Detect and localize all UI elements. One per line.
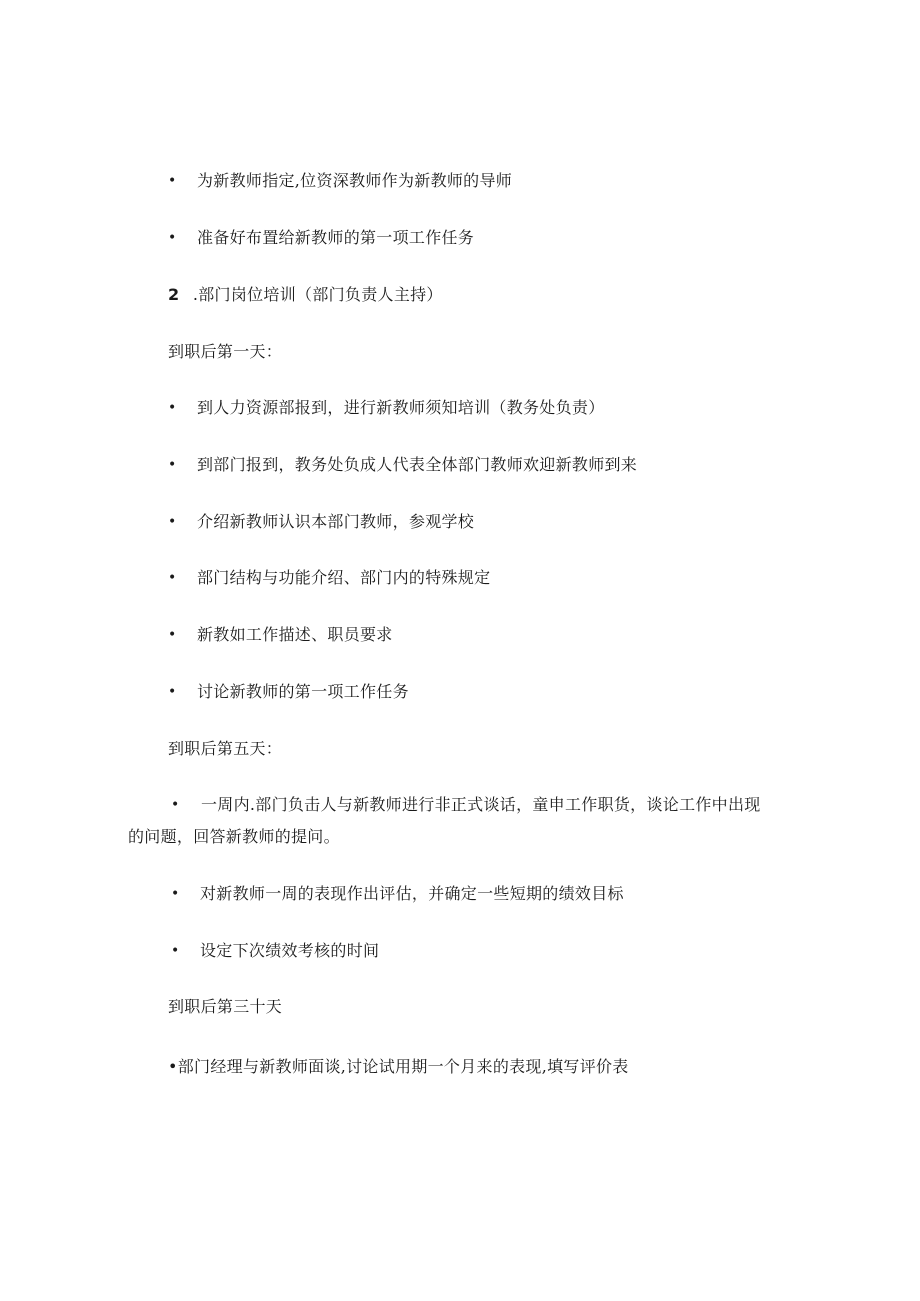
list-item: 一周内.部门负击人与新教师进行非正式谈话，童申工作职货，谈论工作中出现 — [201, 795, 761, 814]
bullet-icon: • — [168, 400, 177, 416]
list-item: 为新教师指定,位资深教师作为新教师的导师 — [197, 171, 513, 190]
subheading-day5: 到职后第五天： — [168, 739, 283, 758]
bullet-icon: • — [168, 514, 177, 530]
list-item: 讨论新教师的第一项工作任务 — [197, 682, 409, 701]
list-item: 新教如工作描述、职员要求 — [197, 625, 393, 644]
list-item: 准备好布置给新教师的第一项工作任务 — [197, 228, 475, 247]
list-item: 部门结构与功能介绍、部门内的特殊规定 — [197, 568, 491, 587]
section-number: 2 — [168, 285, 180, 304]
list-item-continuation: 的问题，回答新教师的提问。 — [128, 827, 340, 846]
bullet-icon: • — [168, 570, 177, 586]
section-title: .部门岗位培训（部门负责人主持） — [192, 285, 443, 304]
bullet-icon: • — [168, 627, 177, 643]
bullet-icon: • — [168, 230, 177, 246]
bullet-icon: • — [168, 457, 177, 473]
list-item: 到人力资源部报到，进行新教师须知培训（教务处负责） — [197, 398, 605, 417]
list-item: 到部门报到，教务处负成人代表全体部门教师欢迎新教师到来 — [197, 455, 638, 474]
bullet-icon: • — [171, 943, 180, 959]
bullet-icon: • — [168, 173, 177, 189]
list-item: 对新教师一周的表现作出评估，并确定一些短期的绩效目标 — [200, 884, 624, 903]
subheading-day1: 到职后第一天： — [168, 342, 283, 361]
bullet-icon: • — [171, 886, 180, 902]
subheading-day30: 到职后第三十天 — [168, 997, 283, 1016]
list-item: •部门经理与新教师面谈,讨论试用期一个月来的表现,填写评价表 — [168, 1057, 629, 1076]
bullet-icon: • — [171, 797, 180, 813]
section-heading — [168, 285, 443, 305]
list-item: 设定下次绩效考核的时间 — [200, 941, 380, 960]
bullet-icon: • — [168, 684, 177, 700]
list-item: 介绍新教师认识本部门教师，参观学校 — [197, 512, 475, 531]
